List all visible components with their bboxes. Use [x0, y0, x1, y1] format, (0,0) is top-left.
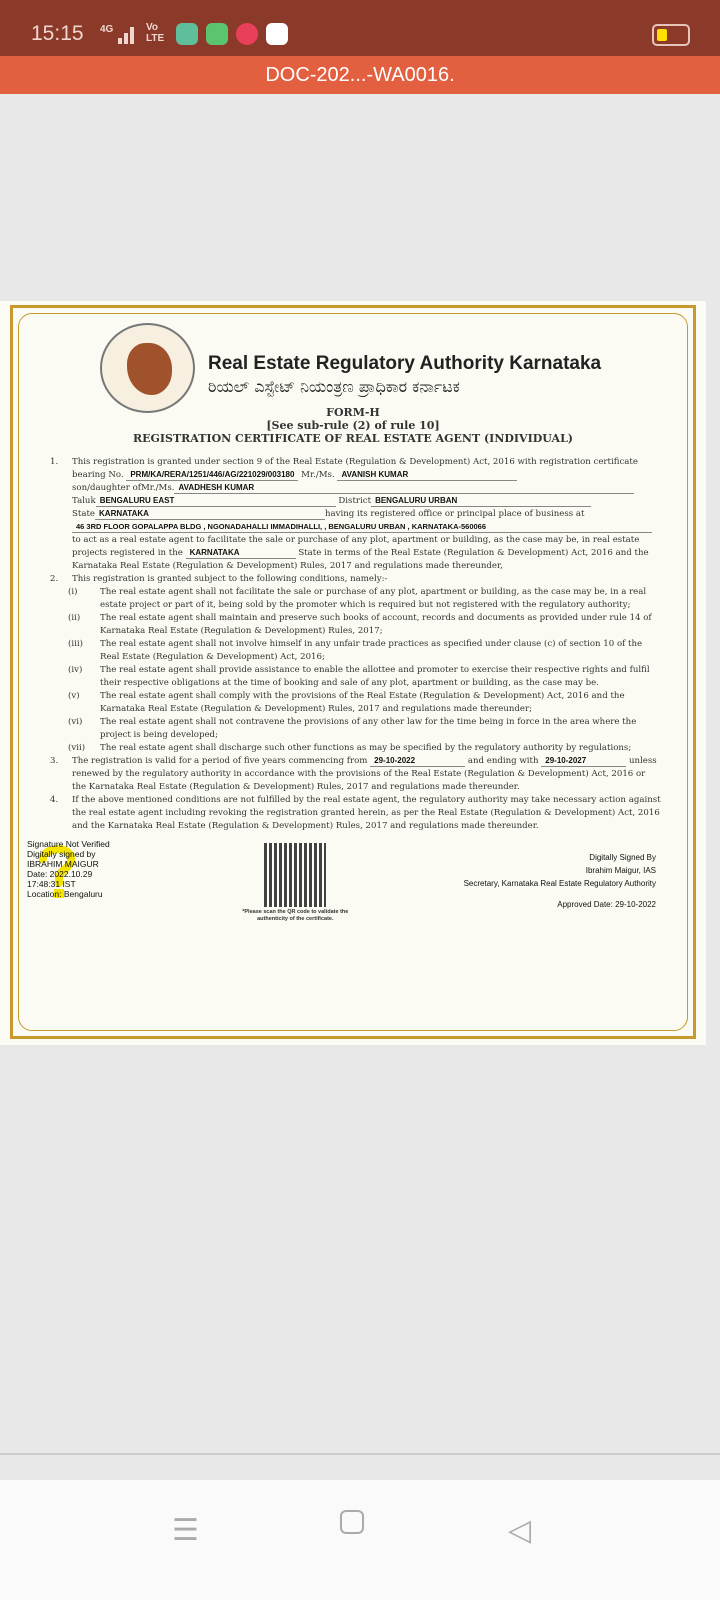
state: KARNATAKA [95, 508, 325, 520]
back-icon[interactable]: ◁ [508, 1514, 532, 1547]
app-notification-icon [236, 23, 258, 45]
text: Taluk [72, 496, 96, 506]
condition-number: (i) [68, 587, 78, 597]
signed-by: Digitally signed by IBRAHIM MAIGUR [27, 849, 99, 869]
signed-by-label: Digitally Signed By [589, 853, 656, 862]
signer-designation: Secretary, Karnataka Real Estate Regulatory Authority [463, 879, 656, 888]
menu-icon[interactable]: ☰ [172, 1514, 199, 1547]
certificate-heading: REGISTRATION CERTIFICATE OF REAL ESTATE AGENT (INDIVIDUAL) [132, 432, 574, 445]
home-icon[interactable] [340, 1510, 364, 1534]
signed-date: Date: 2022.10.29 17:48:31 IST [27, 869, 93, 889]
text: unless renewed by the regulatory authority in accordance with the provisions of the Real Estate (Regulation & Development) Act, 2016 or the Karnataka Real Estate (Regulation & Development) Rules, 2017 and regulations made thereunder. [72, 756, 657, 792]
registration-number: PRM/KA/RERA/1251/446/AG/221029/003180 [126, 469, 298, 481]
certificate-body: 1. This registration is granted under section 9 of the Real Estate (Regulation & Development) Act, 2016 with registration certificate bearing No. PRM/KA/RERA/1251/446/AG/221029/003180 Mr./Ms. AVANISH KUMAR son/daughter ofMr./Ms. AVADHESH KUMAR Taluk BENGALURU EAST District BENGALURU URBAN State KARNATAKA having its registered office or principal place of business at 46 3RD FLOOR GOPALAPPA BLDG , NGONADAHALLI IMMADIHALLI, , BENGALURU URBAN , KARNATAKA-560066 to act as a real estate agent to facilitate the sale or purchase of any plot, apartment or building, as the case may be, in real estate projects registered in the KARNATAKA State in terms of the Real Estate (Regulation & Development) Act, 2016 and the Karnataka Real Estate (Regulation & Development) Rules, 2017 and regulations made thereunder, 2. This registration is granted subject to the following conditions, namely:- (i) The real estate agent shall not facilitate the sale or purchase of any plot, apartment or building, as the case may be, in a real estate project or part of it, being sold by the promoter which is required but not registered with the regulatory authority; (ii) The real estate agent shall maintain and preserve such books of account, records and documents as provided under rule 14 of Karnataka Real Estate (Regulation & Development) Rules, 2017; (iii) The real estate agent shall not involve himself in any unfair trade practices as specified under clause (c) of section 10 of the Real Estate (Regulation & Development) Act, 2016; (iv) The real estate agent shall provide assistance to enable the allottee and promoter to exercise their respective rights and fulfil their respective obligations at the time of booking and sale of any plot, apartment or building, as the case may be. (v) The real estate agent shall comply with the provisions of the Real Estate (Regulation & Development) Act, 2016 and the Karnataka Real Estate (Regulation & Development) Rules, 2017 and regulations made thereunder; (vi) The real estate agent shall not contravene the provisions of any other law for the time being in force in the area where the project is being developed; (vii) The real estate agent shall discharge such other functions as may be specified by the regulatory authority by regulations; 3. The registration is valid for a period of five years commencing from 29-10-2022 and ending with 29-10-2027 unless renewed by the regulatory authority in accordance with the provisions of the Real Estate (Regulation & Development) Act, 2016 or the Karnataka Real Estate (Regulation & Development) Rules, 2017 and regulations made thereunder. 4. If the above mentioned conditions are not fulfilled by the real estate agent, the regulatory authority may take necessary action against the real estate agent including revoking the registration granted herein, as per the Real Estate (Regulation & Development) Act, 2016 and the Karnataka Real Estate (Regulation & Development) Rules, 2017 and regulations made thereunder. [50, 457, 661, 831]
agent-name: AVANISH KUMAR [337, 469, 517, 481]
digital-signature-block [464, 839, 656, 911]
certificate-header [0, 301, 706, 456]
condition-text: The real estate agent shall discharge such other functions as may be specified by the regulatory authority by regulations; [100, 743, 632, 753]
text: Mr./Ms. [301, 470, 335, 480]
text: This registration is granted subject to the following conditions, namely:- [72, 574, 388, 584]
text: District [338, 496, 372, 506]
taluk: BENGALURU EAST [96, 495, 336, 507]
certificate-footer [27, 839, 656, 923]
message-icon [206, 23, 228, 45]
district: BENGALURU URBAN [371, 495, 591, 507]
status-bar [0, 0, 720, 56]
text: State in terms of the Real Estate (Regulation & Development) Act, 2016 and the Karnataka Real Estate (Regulation & Development) Rules, 2017 and regulations made thereunder, [72, 548, 649, 571]
form-label: FORM-H [326, 406, 380, 419]
volte-icon: Vo LTE [146, 22, 165, 44]
rera-seal-logo [100, 323, 195, 413]
signature-status[interactable] [27, 839, 127, 899]
text: and ending with [467, 756, 539, 766]
condition-number: (iv) [68, 665, 83, 675]
text: If the above mentioned conditions are not fulfilled by the real estate agent, the regulatory authority may take necessary action against the real estate agent including revoking the registration granted herein, as per the Real Estate (Regulation & Development) Act, 2016 and the Karnataka Real Estate (Regulation & Development) Rules, 2017 and regulations made thereunder. [72, 795, 661, 831]
text: State [72, 509, 96, 519]
valid-until-date: 29-10-2027 [541, 755, 626, 767]
network-type: 4G [100, 24, 114, 35]
valid-from-date: 29-10-2022 [370, 755, 465, 767]
condition-number: (ii) [68, 613, 81, 623]
signed-location: Location: Bengaluru [27, 889, 103, 899]
qr-code [264, 843, 326, 907]
qr-note: *Please scan the QR code to validate the authenticity of the certificate. [242, 909, 349, 922]
app-notification-icon [176, 23, 198, 45]
text: to act as a real estate agent to facilitate the sale or purchase of any plot, apartment or building, as the case may be, in real estate projects registered in the [72, 535, 640, 558]
text: The registration is valid for a period of five years commencing from [72, 756, 368, 766]
condition-number: (vii) [68, 743, 86, 753]
document-title: DOC-202...-WA0016. [0, 56, 720, 94]
condition-text: The real estate agent shall maintain and preserve such books of account, records and documents as provided under rule 14 of Karnataka Real Estate (Regulation & Development) Rules, 2017; [100, 613, 652, 636]
condition-text: The real estate agent shall comply with the provisions of the Real Estate (Regulation & Development) Act, 2016 and the Karnataka Real Estate (Regulation & Development) Rules, 2017 and regulations made thereunder; [100, 691, 625, 714]
condition-number: (vi) [68, 717, 83, 727]
condition-text: The real estate agent shall not facilitate the sale or purchase of any plot, apartment or building, as the case may be, in a real estate project or part of it, being sold by the promoter which is required but not registered with the regulatory authority; [100, 587, 647, 610]
condition-number: (iii) [68, 639, 83, 649]
condition-text: The real estate agent shall not involve himself in any unfair trade practices as specified under clause (c) of section 10 of the Real Estate (Regulation & Development) Act, 2016; [100, 639, 643, 662]
approved-date: Approved Date: 29-10-2022 [557, 900, 656, 909]
signature-not-verified: Signature Not Verified [27, 839, 110, 849]
navigation-bar [0, 1480, 720, 1600]
text: having its registered office or principal place of business at [325, 509, 585, 519]
condition-text: The real estate agent shall provide assistance to enable the allottee and promoter to exercise their respective rights and fulfil their respective obligations at the time of booking and sale of any plot, apartment or building, as the case may be. [100, 665, 650, 688]
business-address: 46 3RD FLOOR GOPALAPPA BLDG , NGONADAHALLI IMMADIHALLI, , BENGALURU URBAN , KARNATAKA-560066 [72, 521, 652, 533]
certificate-page[interactable] [0, 301, 706, 1045]
rule-label: [See sub-rule (2) of rule 10] [266, 419, 440, 432]
battery-icon [652, 24, 690, 46]
father-name: AVADHESH KUMAR [174, 482, 634, 494]
signal-icon [118, 26, 136, 44]
condition-number: (v) [68, 691, 80, 701]
chrome-icon [266, 23, 288, 45]
text: son/daughter ofMr./Ms. [72, 483, 175, 493]
registered-state: KARNATAKA [186, 547, 296, 559]
authority-title: Real Estate Regulatory Authority Karnataka [208, 353, 602, 374]
authority-title-kannada: ರಿಯಲ್ ಎಸ್ಟೇಟ್ ನಿಯಂತ್ರಣ ಪ್ರಾಧಿಕಾರ ಕರ್ನಾಟಕ [208, 377, 460, 396]
signer-name: Ibrahim Maigur, IAS [585, 866, 656, 875]
text: This registration is granted under section 9 of the Real Estate (Regulation & Development) Act, 2016 with registration certificate bearing No. [72, 457, 638, 480]
condition-text: The real estate agent shall not contravene the provisions of any other law for the time being in force in the area where the project is being developed; [100, 717, 637, 740]
clock: 15:15 [31, 22, 84, 45]
qr-block [233, 839, 357, 923]
divider [0, 1453, 720, 1455]
